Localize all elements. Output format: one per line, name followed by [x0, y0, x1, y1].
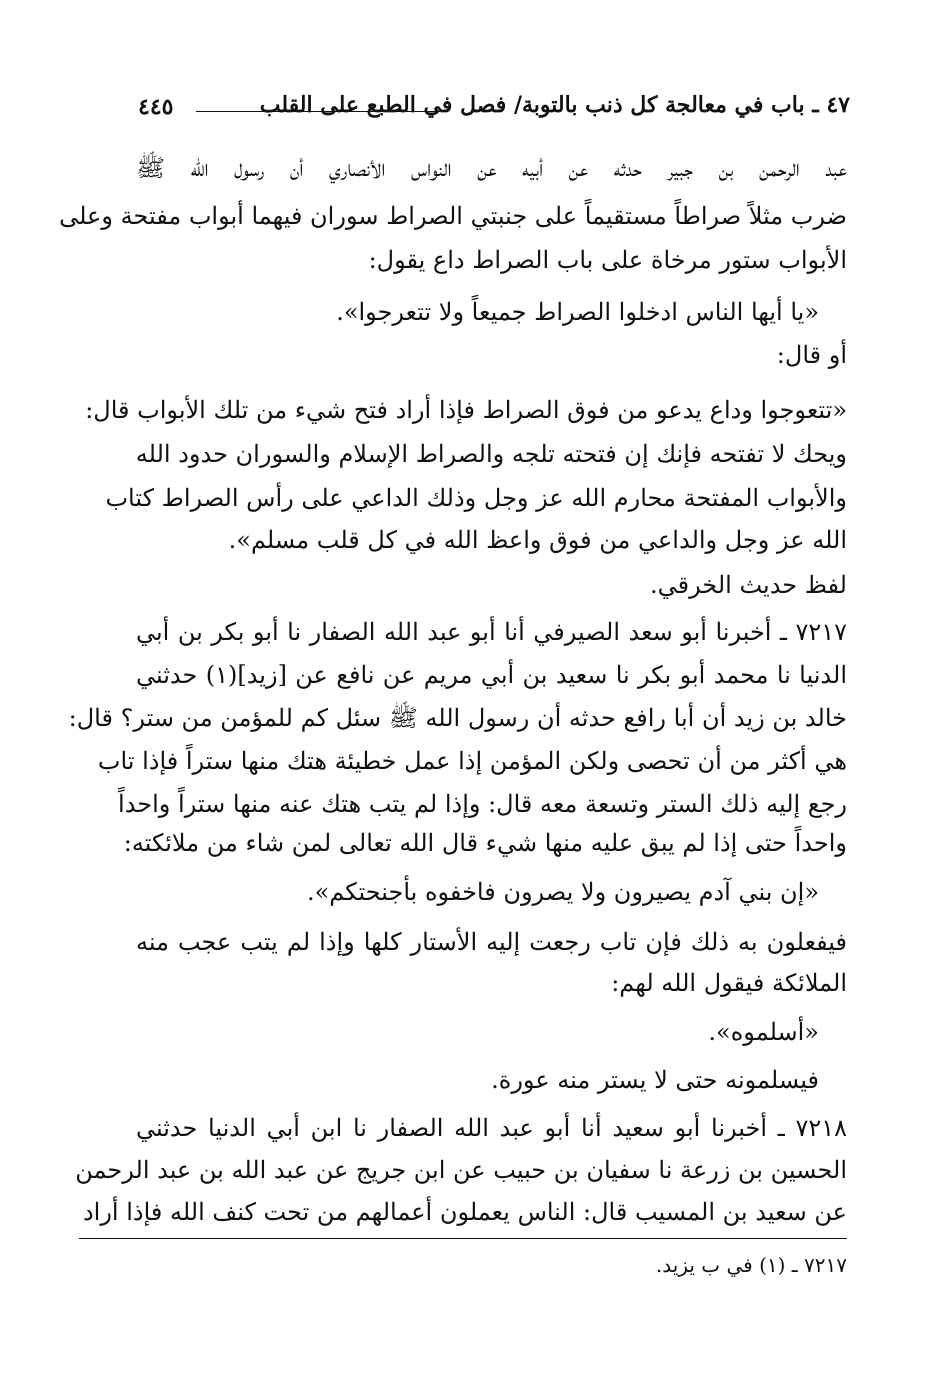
running-title: ٤٧ ـ باب في معالجة كل ذنب بالتوبة/ فصل في الطبع على القلب	[259, 92, 850, 118]
text-line: فيفعلون به ذلك فإن تاب رجعت إليه الأستار كلها وإذا لم يتب عجب منه	[136, 928, 847, 956]
text-line: عن سعيد بن المسيب قال: الناس يعملون أعمالهم من تحت كنف الله فإذا أراد	[82, 1198, 847, 1226]
text-line: فيسلمونه حتى لا يستر منه عورة.	[491, 1066, 819, 1094]
hadith-quote: «يا أيها الناس ادخلوا الصراط جميعاً ولا تتعرجوا».	[336, 298, 819, 326]
text-line: هي أكثر من أن تحصى ولكن المؤمن إذا عمل خطيئة هتك منها ستراً فإذا تاب	[97, 747, 847, 775]
text-line: ويحك لا تفتحه فإنك إن فتحته تلجه والصراط الإسلام والسوران حدود الله	[135, 440, 847, 468]
hadith-number-line: ٧٢١٧ ـ أخبرنا أبو سعد الصيرفي أنا أبو عبد الله الصفار نا أبو بكر بن أبي	[136, 618, 848, 646]
text-line: والأبواب المفتحة محارم الله عز وجل وذلك الداعي على رأس الصراط كتاب	[105, 484, 847, 512]
page-header	[138, 92, 850, 128]
text-line: رجع إليه ذلك الستر وتسعة معه قال: وإذا لم يتب هتك عنه منها ستراً واحداً	[118, 790, 847, 818]
hadith-number-line: ٧٢١٨ ـ أخبرنا أبو سعيد أنا أبو عبد الله الصفار نا ابن أبي الدنيا حدثني	[136, 1114, 847, 1142]
header-rule	[196, 111, 440, 112]
hadith-quote: «أسلموه».	[708, 1018, 819, 1046]
page-number: ٤٤٥	[138, 94, 174, 120]
text-line: واحداً حتى إذا لم يبق عليه منها شيء قال الله تعالى لمن شاء من ملائكته:	[123, 829, 847, 857]
text-line: الله عز وجل والداعي من فوق واعظ الله في كل قلب مسلم».	[228, 526, 847, 554]
text-line: لفظ حديث الخرقي.	[650, 571, 847, 599]
footnote: ٧٢١٧ ـ (١) في ب يزيد.	[655, 1253, 847, 1277]
footnote-separator	[79, 1238, 847, 1239]
text-line: الحسين بن زرعة نا سفيان بن حبيب عن ابن جريج عن عبد الله بن عبد الرحمن	[75, 1156, 847, 1184]
text-line: عبد الرحمن بن جبير حدثه عن أبيه عن النواس الأنصاري أن رسول الله ﷺ	[136, 154, 847, 182]
text-line: الأبواب ستور مرخاة على باب الصراط داع يقول:	[368, 246, 847, 274]
text-line: أو قال:	[776, 341, 847, 369]
text-line: ضرب مثلاً صراطاً مستقيماً على جنبتي الصراط سوران فيهما أبواب مفتحة وعلى	[59, 202, 847, 230]
hadith-quote: «إن بني آدم يصيرون ولا يصرون فاخفوه بأجنحتكم».	[306, 878, 819, 906]
hadith-quote: «تتعوجوا وداع يدعو من فوق الصراط فإذا أراد فتح شيء من تلك الأبواب قال:	[85, 396, 847, 424]
text-line: خالد بن زيد أن أبا رافع حدثه أن رسول الله ﷺ سئل كم للمؤمن من ستر؟ قال:	[68, 704, 847, 732]
text-line: الدنيا نا محمد أبو بكر نا سعيد بن أبي مريم عن نافع عن [زيد](١) حدثني	[136, 661, 847, 689]
text-line: الملائكة فيقول الله لهم:	[611, 969, 847, 997]
